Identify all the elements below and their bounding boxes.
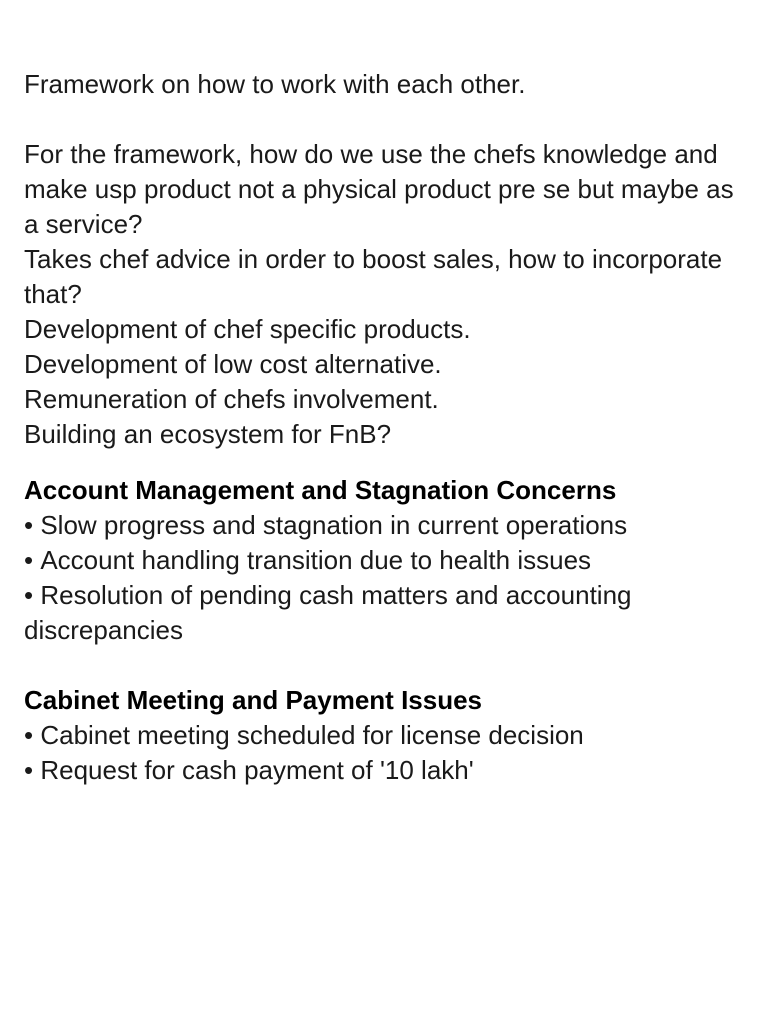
bullet-item: • Cabinet meeting scheduled for license decision (24, 718, 744, 753)
bullet-item: • Resolution of pending cash matters and accounting discrepancies (24, 578, 744, 648)
intro-line-remuneration: Remuneration of chefs involvement. (24, 384, 439, 414)
intro-line-ecosystem: Building an ecosystem for FnB? (24, 419, 392, 449)
section-heading-cabinet-meeting: Cabinet Meeting and Payment Issues (24, 685, 483, 715)
bullet-item: • Account handling transition due to health issues (24, 543, 744, 578)
framework-question: For the framework, how do we use the chefs knowledge and make usp product not a physical product pre se but maybe as a service? (24, 139, 734, 239)
spacer (24, 452, 744, 473)
bullet-item: • Request for cash payment of '10 lakh' (24, 753, 744, 788)
section-heading-account-management: Account Management and Stagnation Concerns (24, 475, 617, 505)
intro-line-low-cost: Development of low cost alternative. (24, 349, 442, 379)
intro-line-chef-products: Development of chef specific products. (24, 314, 471, 344)
spacer (24, 648, 744, 683)
intro-title: Framework on how to work with each other. (24, 69, 526, 99)
spacer (24, 102, 744, 137)
bullet-item: • Slow progress and stagnation in current operations (24, 508, 744, 543)
intro-line-chef-advice: Takes chef advice in order to boost sales, how to incorporate that? (24, 244, 723, 309)
